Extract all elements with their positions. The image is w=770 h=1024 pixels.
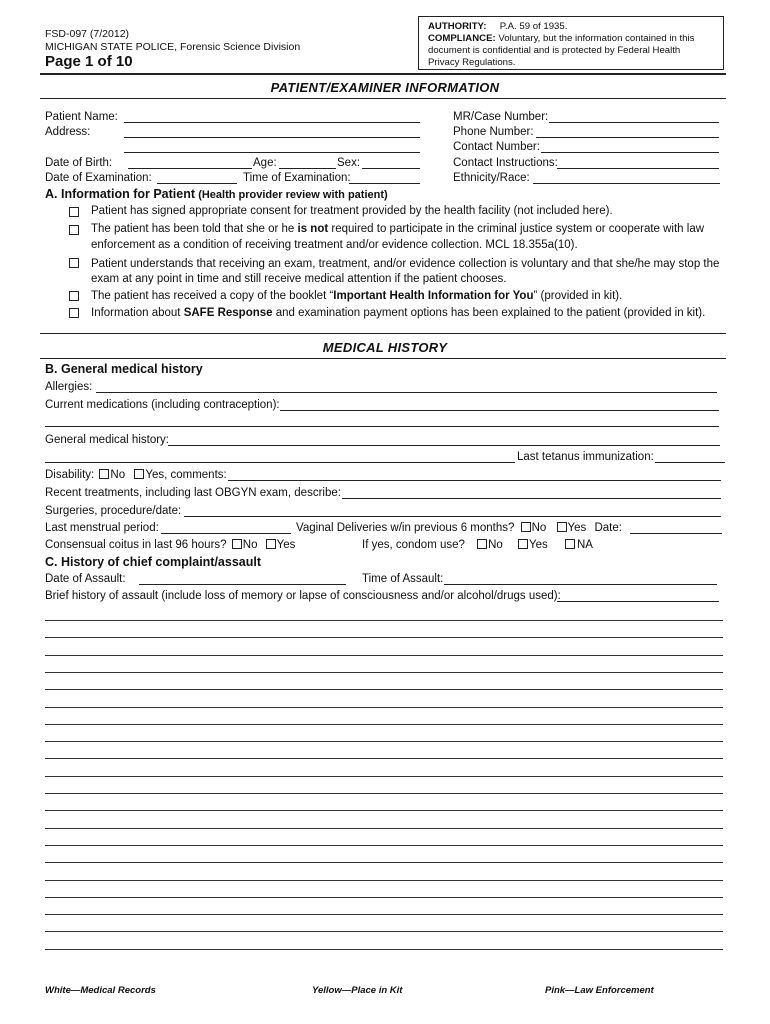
age-label: Age:	[253, 157, 277, 169]
disability-no-label: No	[110, 469, 126, 481]
booklet-checkbox[interactable]	[69, 291, 79, 301]
safe-response-text	[91, 307, 705, 319]
recent-treatments-label: Recent treatments, including last OBGYN exam, describe:	[45, 487, 341, 499]
date-assault-label: Date of Assault:	[45, 573, 126, 585]
history-writing-line[interactable]	[45, 741, 723, 742]
history-writing-line[interactable]	[45, 689, 723, 690]
address-label: Address:	[45, 126, 91, 138]
history-writing-line[interactable]	[45, 828, 723, 829]
sex-field[interactable]	[362, 158, 420, 169]
consensual-yes-checkbox[interactable]	[266, 539, 276, 549]
consensual-no-checkbox[interactable]	[232, 539, 242, 549]
age-field[interactable]	[279, 158, 336, 169]
dob-label: Date of Birth:	[45, 157, 113, 169]
history-writing-line[interactable]	[45, 880, 723, 881]
time-assault-label: Time of Assault:	[362, 573, 444, 585]
exam-date-label: Date of Examination:	[45, 172, 152, 184]
history-writing-line[interactable]	[45, 793, 723, 794]
condom-na-checkbox[interactable]	[565, 539, 575, 549]
not-required-bold: is not	[297, 223, 329, 235]
section-a-title: A. Information for Patient	[45, 187, 195, 201]
compliance-line	[428, 33, 723, 45]
section-a-heading	[45, 187, 388, 201]
section-b-title: B. General medical history	[45, 362, 203, 376]
condom-no-checkbox[interactable]	[477, 539, 487, 549]
lmp-label: Last menstrual period:	[45, 522, 159, 534]
disability-yes-checkbox[interactable]	[134, 469, 144, 479]
not-required-checkbox[interactable]	[69, 225, 79, 235]
authority-label: AUTHORITY:	[428, 21, 487, 32]
history-writing-line[interactable]	[45, 620, 723, 621]
disability-no-checkbox[interactable]	[99, 469, 109, 479]
agency-name: MICHIGAN STATE POLICE, Forensic Science Division	[45, 41, 301, 53]
disability-label: Disability:	[45, 469, 95, 481]
not-required-pre: The patient has been told that she or he	[91, 223, 298, 235]
section-divider-bottom	[40, 98, 726, 99]
not-required-text-2: enforcement as a condition of receiving treatment and/or evidence collection. MCL 18.355a(10).	[91, 239, 578, 251]
history-writing-line[interactable]	[45, 949, 723, 950]
voluntary-text-1: Patient understands that receiving an exam, treatment, and/or evidence collection is voluntary and that she/he may stop the	[91, 258, 720, 270]
contact-instructions-field[interactable]	[557, 158, 719, 169]
history-writing-line[interactable]	[45, 776, 723, 777]
history-writing-line[interactable]	[45, 655, 723, 656]
page-number: Page 1 of 10	[45, 53, 133, 70]
history-writing-line[interactable]	[45, 758, 723, 759]
condom-yes-checkbox[interactable]	[518, 539, 528, 549]
lmp-field[interactable]	[161, 523, 291, 534]
booklet-text	[91, 290, 622, 302]
authority-value: P.A. 59 of 1935.	[499, 21, 568, 32]
general-history-field[interactable]	[168, 435, 720, 446]
patient-name-label: Patient Name:	[45, 111, 118, 123]
deliveries-date-label: Date:	[594, 522, 622, 534]
current-meds-field-2[interactable]	[45, 416, 719, 427]
condom-na-label: NA	[577, 539, 593, 551]
recent-treatments-field[interactable]	[342, 488, 721, 499]
contact-number-label: Contact Number:	[453, 141, 540, 153]
last-tetanus-field[interactable]	[655, 452, 725, 463]
history-writing-line[interactable]	[45, 810, 723, 811]
footer-pink: Pink—Law Enforcement	[545, 985, 654, 996]
history-writing-line[interactable]	[45, 637, 723, 638]
disability-comments-field[interactable]	[228, 470, 721, 481]
date-assault-field[interactable]	[139, 574, 346, 585]
allergies-field[interactable]	[96, 382, 717, 393]
last-tetanus-label: Last tetanus immunization:	[517, 451, 654, 463]
deliveries-date-field[interactable]	[630, 523, 722, 534]
compliance-text-2: document is confidential and is protected by Federal Health	[428, 45, 681, 56]
section-c-title: C. History of chief complaint/assault	[45, 555, 262, 569]
general-history-label: General medical history:	[45, 434, 169, 446]
consensual-no-label: No	[242, 539, 258, 551]
mr-case-field[interactable]	[549, 112, 719, 123]
contact-instructions-label: Contact Instructions:	[453, 157, 558, 169]
history-writing-line[interactable]	[45, 862, 723, 863]
time-assault-field[interactable]	[444, 574, 717, 585]
disability-row	[45, 469, 227, 481]
booklet-post: ” (provided in kit).	[533, 290, 623, 302]
current-meds-field[interactable]	[280, 400, 719, 411]
consensual-yes-label: Yes	[276, 539, 296, 551]
safe-response-bold: SAFE Response	[183, 307, 273, 319]
not-required-post: required to participate in the criminal justice system or cooperate with law	[328, 223, 705, 235]
history-writing-line[interactable]	[45, 845, 723, 846]
exam-time-label: Time of Examination:	[243, 172, 351, 184]
deliveries-label: Vaginal Deliveries w/in previous 6 months?	[296, 522, 515, 534]
ethnicity-field[interactable]	[533, 173, 720, 184]
exam-date-field[interactable]	[157, 173, 237, 184]
booklet-bold: Important Health Information for You	[333, 290, 534, 302]
safe-response-post: and examination payment options has been explained to the patient (provided in kit).	[272, 307, 706, 319]
medical-history-title: MEDICAL HISTORY	[322, 340, 448, 355]
history-writing-line[interactable]	[45, 672, 723, 673]
condom-yes-label: Yes	[529, 539, 548, 551]
surgeries-label: Surgeries, procedure/date:	[45, 505, 182, 517]
patient-name-field[interactable]	[124, 112, 420, 123]
deliveries-no-checkbox[interactable]	[521, 522, 531, 532]
patient-section-title: PATIENT/EXAMINER INFORMATION	[270, 80, 500, 95]
deliveries-yes-checkbox[interactable]	[557, 522, 567, 532]
allergies-label: Allergies:	[45, 381, 93, 393]
address-field-1[interactable]	[124, 127, 420, 138]
compliance-text-1: Voluntary, but the information contained in this	[498, 33, 695, 44]
condom-no-label: No	[488, 539, 503, 551]
surgeries-field[interactable]	[184, 506, 721, 517]
address-field-2[interactable]	[124, 142, 420, 153]
disability-yes-label: Yes, comments:	[145, 469, 227, 481]
footer-yellow: Yellow—Place in Kit	[312, 985, 403, 996]
condom-row	[362, 539, 593, 551]
voluntary-text-2: exam at any point in time and still receive medical attention if the patient chooses.	[91, 273, 507, 285]
deliveries-yes-label: Yes	[567, 522, 587, 534]
deliveries-no-label: No	[531, 522, 547, 534]
history-writing-line[interactable]	[45, 724, 723, 725]
history-writing-line[interactable]	[45, 707, 723, 708]
medical-divider-bottom	[40, 358, 726, 359]
condom-label: If yes, condom use?	[362, 539, 465, 551]
consensual-row	[45, 539, 295, 551]
safe-response-checkbox[interactable]	[69, 308, 79, 318]
compliance-label: COMPLIANCE:	[428, 33, 496, 44]
authority-line	[428, 21, 723, 33]
consent-text: Patient has signed appropriate consent for treatment provided by the health facility (not included here).	[91, 205, 613, 217]
medical-divider-top	[40, 333, 726, 334]
deliveries-row	[296, 522, 622, 534]
history-writing-line[interactable]	[45, 914, 723, 915]
booklet-pre: The patient has received a copy of the booklet “	[91, 290, 334, 302]
history-writing-line[interactable]	[45, 931, 723, 932]
form-id: FSD-097 (7/2012)	[45, 28, 130, 40]
section-divider-top	[40, 73, 726, 75]
ethnicity-label: Ethnicity/Race:	[453, 172, 530, 184]
mr-case-label: MR/Case Number:	[453, 111, 549, 123]
consensual-label: Consensual coitus in last 96 hours?	[45, 539, 227, 551]
section-a-subtitle: (Health provider review with patient)	[198, 189, 388, 201]
phone-label: Phone Number:	[453, 126, 534, 138]
phone-field[interactable]	[536, 127, 719, 138]
footer-white: White—Medical Records	[45, 985, 156, 996]
voluntary-checkbox[interactable]	[69, 258, 79, 268]
contact-number-field[interactable]	[541, 142, 719, 153]
general-history-field-2[interactable]	[45, 452, 515, 463]
brief-history-label: Brief history of assault (include loss of memory or lapse of consciousness and/or alcohol/drugs used):	[45, 590, 561, 602]
current-meds-label: Current medications (including contraception):	[45, 399, 280, 411]
safe-response-pre: Information about	[91, 307, 184, 319]
authority-box	[418, 16, 724, 70]
brief-history-field[interactable]	[557, 591, 719, 602]
consent-checkbox[interactable]	[69, 207, 79, 217]
dob-field[interactable]	[128, 158, 252, 169]
history-writing-line[interactable]	[45, 897, 723, 898]
sex-label: Sex:	[337, 157, 361, 169]
compliance-text-3: Privacy Regulations.	[428, 57, 516, 68]
not-required-text	[91, 223, 704, 235]
exam-time-field[interactable]	[349, 173, 420, 184]
